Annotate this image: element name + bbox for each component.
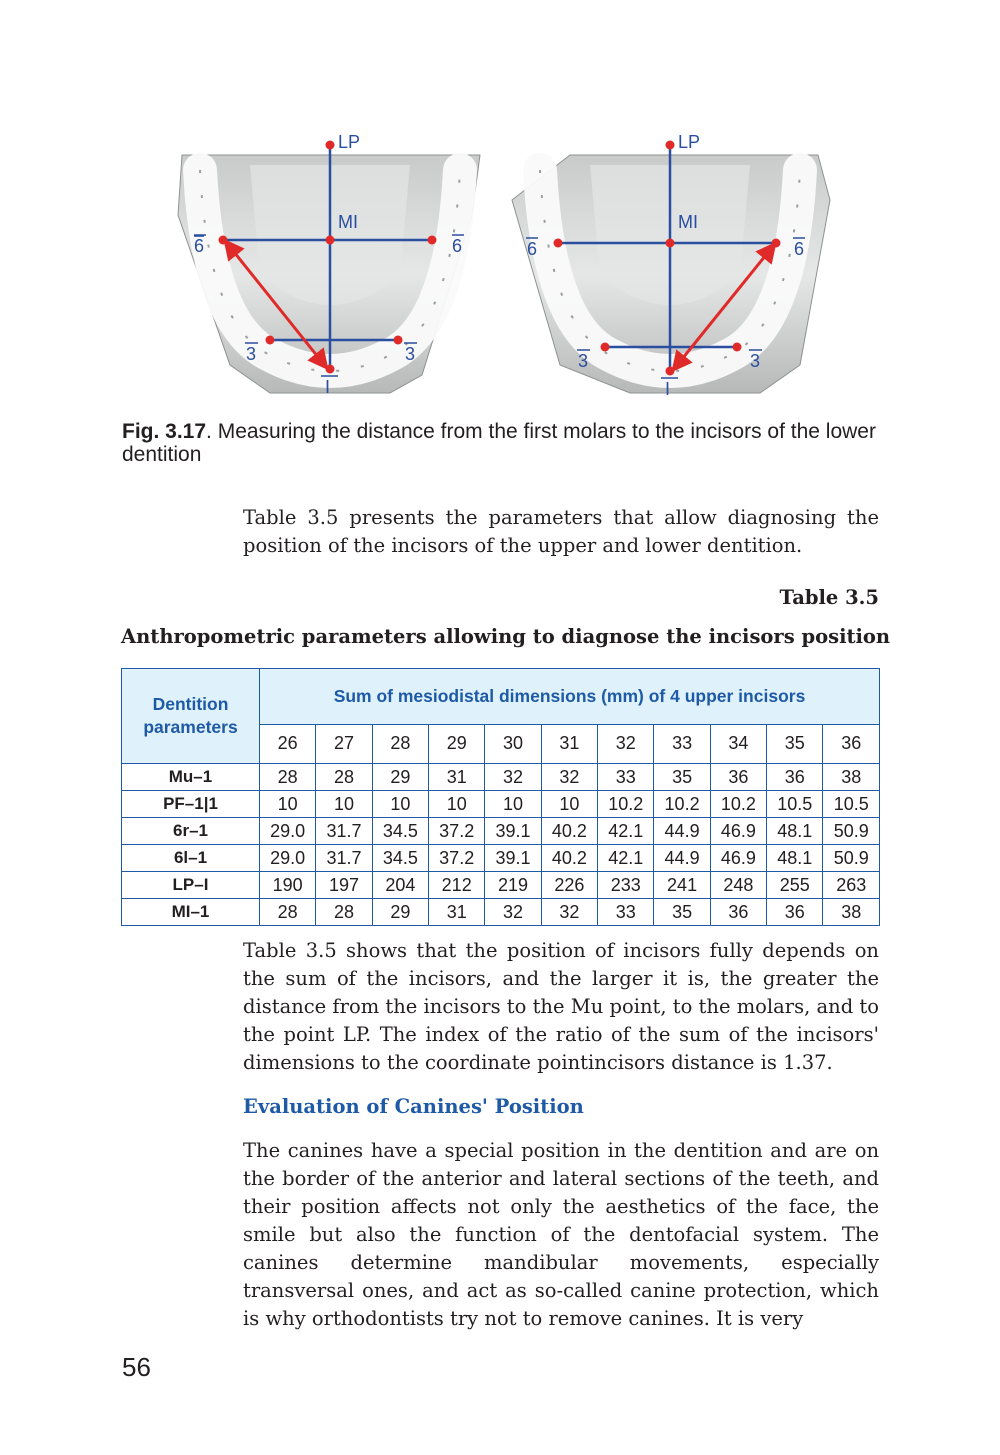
table-cell: 32	[541, 899, 597, 926]
table-cell: 10.2	[598, 791, 654, 818]
table-cell: 40.2	[541, 845, 597, 872]
table-cell: 29	[372, 899, 428, 926]
table-cell: 46.9	[710, 818, 766, 845]
table-row	[122, 872, 880, 899]
table-cell: 44.9	[654, 818, 710, 845]
right-mi-point	[666, 239, 675, 248]
table-cell: 36	[710, 764, 766, 791]
table-cell: 39.1	[485, 845, 541, 872]
table-span-header: Sum of mesiodistal dimensions (mm) of 4 upper incisors	[260, 669, 880, 725]
table-cell: 32	[485, 764, 541, 791]
table-cell: 31.7	[316, 818, 372, 845]
table-cell: 10	[485, 791, 541, 818]
column-header: 35	[767, 724, 823, 763]
table-cell: 10	[372, 791, 428, 818]
page-number: 56	[122, 1352, 151, 1382]
row-label: 6r–1	[122, 818, 260, 845]
left-canine-point-r	[266, 336, 275, 345]
table-cell: 10.5	[823, 791, 880, 818]
table-cell: 36	[710, 899, 766, 926]
row-label: LP–I	[122, 872, 260, 899]
table-cell: 241	[654, 872, 710, 899]
table-cell: 263	[823, 872, 880, 899]
table-cell: 37.2	[429, 818, 485, 845]
left-mi-point	[326, 236, 335, 245]
column-header: 27	[316, 724, 372, 763]
figure-caption-text: . Measuring the distance from the first molars to the incisors of the lower dentition	[122, 420, 876, 466]
right-incisor-label: I	[665, 379, 671, 399]
table-cell: 38	[823, 764, 880, 791]
table-cell: 10.5	[767, 791, 823, 818]
right-canine-label-r: 3	[578, 351, 589, 371]
table-row	[122, 764, 880, 791]
row-label: MI–1	[122, 899, 260, 926]
table-cell: 38	[823, 899, 880, 926]
row-label: PF–1|1	[122, 791, 260, 818]
left-canine-label-r: 3	[246, 344, 257, 364]
table-cell: 28	[260, 764, 316, 791]
table-cell: 42.1	[598, 818, 654, 845]
right-lp-label: LP	[678, 132, 701, 152]
column-header: 30	[485, 724, 541, 763]
table-cell: 10	[316, 791, 372, 818]
figure-caption	[122, 420, 882, 466]
right-canine-point-r	[601, 343, 610, 352]
figure-caption-label: Fig. 3.17	[122, 420, 207, 443]
left-molar-point-l	[428, 236, 437, 245]
table-row	[122, 845, 880, 872]
table-number: Table 3.5	[779, 586, 879, 609]
right-molar-point-r	[554, 239, 563, 248]
figure-dentition-measurements	[160, 125, 850, 410]
left-mi-label: MI	[338, 212, 358, 232]
row-label: 6l–1	[122, 845, 260, 872]
column-header: 34	[710, 724, 766, 763]
column-header: 36	[823, 724, 880, 763]
table-cell: 31	[429, 764, 485, 791]
table-cell: 48.1	[767, 845, 823, 872]
table-cell: 219	[485, 872, 541, 899]
right-canine-label-l: 3	[750, 351, 761, 371]
table-corner-header: Dentition parameters	[122, 669, 260, 764]
table-row	[122, 899, 880, 926]
table-cell: 50.9	[823, 818, 880, 845]
table-cell: 10.2	[654, 791, 710, 818]
column-header: 32	[598, 724, 654, 763]
column-header: 33	[654, 724, 710, 763]
table-cell: 10	[429, 791, 485, 818]
table-cell: 29.0	[260, 845, 316, 872]
right-molar-label-l: 6	[794, 239, 805, 259]
left-lp-point	[326, 141, 335, 150]
table-cell: 40.2	[541, 818, 597, 845]
left-incisor-label: I	[325, 377, 331, 397]
table-cell: 32	[541, 764, 597, 791]
column-header: 26	[260, 724, 316, 763]
table-cell: 10.2	[710, 791, 766, 818]
table-cell: 28	[316, 899, 372, 926]
table-cell: 28	[316, 764, 372, 791]
table-cell: 32	[485, 899, 541, 926]
right-incisor-point	[666, 367, 675, 376]
table-row	[122, 818, 880, 845]
left-molar-label-r: 6	[194, 236, 205, 256]
table-cell: 50.9	[823, 845, 880, 872]
row-label: Mu–1	[122, 764, 260, 791]
table-cell: 37.2	[429, 845, 485, 872]
table-cell: 233	[598, 872, 654, 899]
table-cell: 35	[654, 764, 710, 791]
table-cell: 33	[598, 764, 654, 791]
table-cell: 34.5	[372, 818, 428, 845]
table-cell: 31.7	[316, 845, 372, 872]
right-lp-point	[666, 141, 675, 150]
right-canine-point-l	[733, 343, 742, 352]
table-cell: 44.9	[654, 845, 710, 872]
canines-paragraph: The canines have a special position in the dentition and are on the border of the anterior and lateral sections of the teeth, and their position affects not only the aesthetics of the face, the smile but also the function of the dentofacial system. The canines determine mandibular movements, especially transversal ones, and act as so-called canine protection, which is why orthodontists try not to remove canines. It is very	[243, 1139, 879, 1330]
left-canine-point-l	[394, 336, 403, 345]
table-cell: 34.5	[372, 845, 428, 872]
table-cell: 35	[654, 899, 710, 926]
column-header: 28	[372, 724, 428, 763]
table-cell: 248	[710, 872, 766, 899]
left-canine-label-l: 3	[405, 344, 416, 364]
table-cell: 31	[429, 899, 485, 926]
table-cell: 39.1	[485, 818, 541, 845]
table-cell: 10	[541, 791, 597, 818]
table-cell: 255	[767, 872, 823, 899]
table-cell: 190	[260, 872, 316, 899]
left-lp-label: LP	[338, 132, 361, 152]
intro-paragraph: Table 3.5 presents the parameters that allow diagnosing the position of the incisors of the upper and lower dentition.	[243, 506, 879, 557]
column-header: 31	[541, 724, 597, 763]
table-cell: 42.1	[598, 845, 654, 872]
right-molar-point-l	[772, 239, 781, 248]
table-cell: 36	[767, 764, 823, 791]
table-cell: 29	[372, 764, 428, 791]
after-table-paragraph: Table 3.5 shows that the position of incisors fully depends on the sum of the incisors, and the larger it is, the greater the distance from the incisors to the Mu point, to the molars, and to the point LP. The index of the ratio of the sum of the incisors' dimensions to the coordinate pointincisors distance is 1.37.	[243, 939, 879, 1074]
table-row	[122, 791, 880, 818]
table-cell: 29.0	[260, 818, 316, 845]
table-cell: 10	[260, 791, 316, 818]
right-molar-label-r: 6	[527, 239, 538, 259]
left-molar-point-r	[219, 236, 228, 245]
table-cell: 204	[372, 872, 428, 899]
column-header: 29	[429, 724, 485, 763]
section-heading: Evaluation of Canines' Position	[243, 1095, 584, 1118]
table-cell: 28	[260, 899, 316, 926]
table-cell: 197	[316, 872, 372, 899]
left-molar-label-l: 6	[452, 236, 463, 256]
right-cast-panel	[512, 132, 830, 399]
left-incisor-point	[326, 365, 335, 374]
table-cell: 226	[541, 872, 597, 899]
table-cell: 46.9	[710, 845, 766, 872]
right-mi-label: MI	[678, 212, 698, 232]
table-cell: 33	[598, 899, 654, 926]
left-cast-panel	[178, 132, 480, 397]
parameters-table	[121, 668, 880, 926]
table-cell: 36	[767, 899, 823, 926]
table-cell: 212	[429, 872, 485, 899]
table-title: Anthropometric parameters allowing to diagnose the incisors position	[121, 625, 891, 648]
table-cell: 48.1	[767, 818, 823, 845]
